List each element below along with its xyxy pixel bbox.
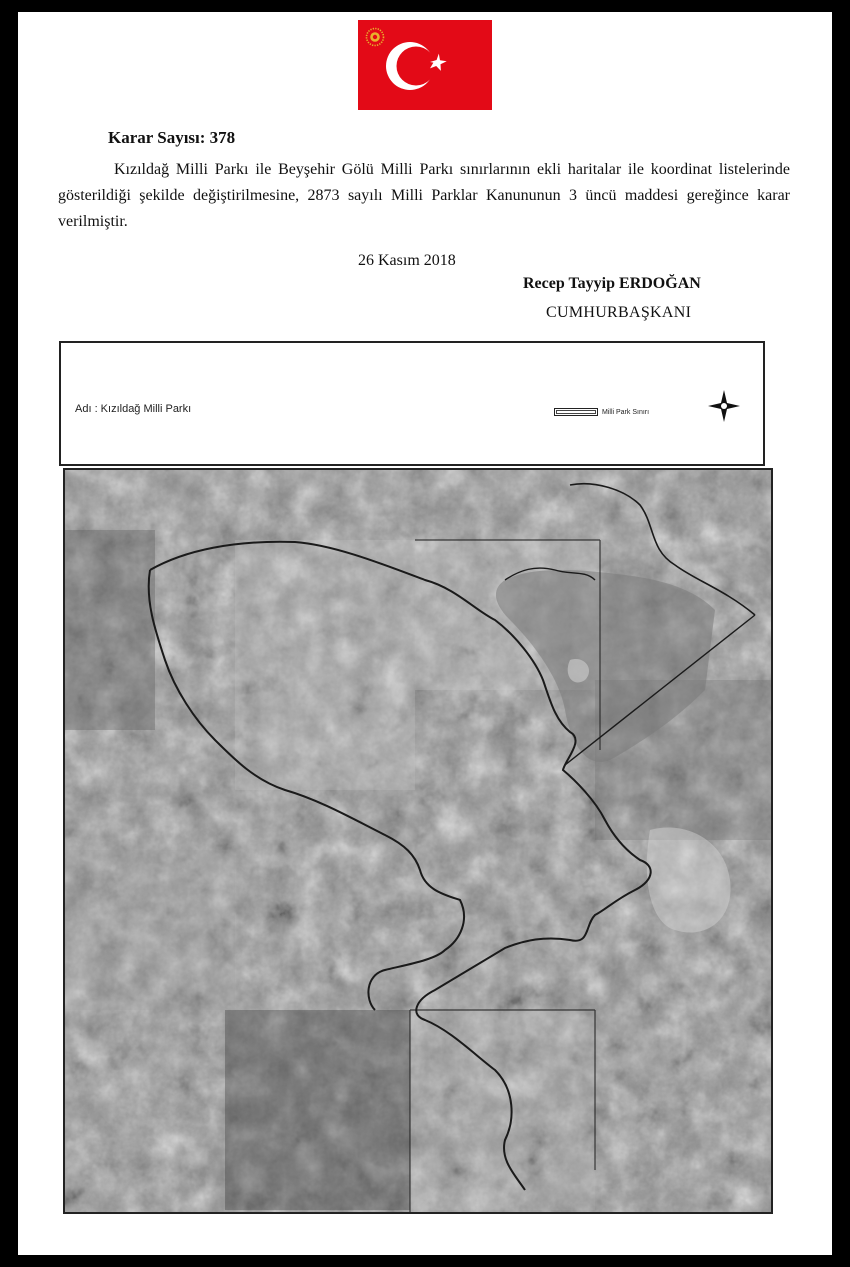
boundary-swatch [554, 408, 598, 416]
signer-title: CUMHURBAŞKANI [546, 304, 692, 321]
map-legend-box [59, 341, 765, 466]
decree-number: Karar Sayısı: 378 [108, 128, 236, 147]
signer-name: Recep Tayyip ERDOĞAN [523, 275, 701, 292]
park-boundary-map [65, 470, 771, 1212]
boundary-legend-label: Milli Park Sınırı [602, 408, 650, 416]
boundary-legend-key [554, 408, 649, 416]
turkish-flag-emblem [358, 20, 492, 110]
decree-date: 26 Kasım 2018 [358, 252, 456, 269]
satellite-map [63, 468, 773, 1214]
compass-rose-icon [706, 388, 742, 434]
decree-body-text: Kızıldağ Milli Parkı ile Beyşehir Gölü Milli Parkı sınırlarının ekli haritalar ile koordinat listelerinde gösterildiği şekilde değiştirilmesine, 2873 sayılı Milli Parklar Kanununun 3 üncü maddesi gereğince karar verilmiştir. [58, 161, 790, 230]
document-page [18, 12, 832, 1255]
park-name-label: Adı : Kızıldağ Milli Parkı [75, 403, 192, 415]
flag-icon [358, 20, 492, 110]
